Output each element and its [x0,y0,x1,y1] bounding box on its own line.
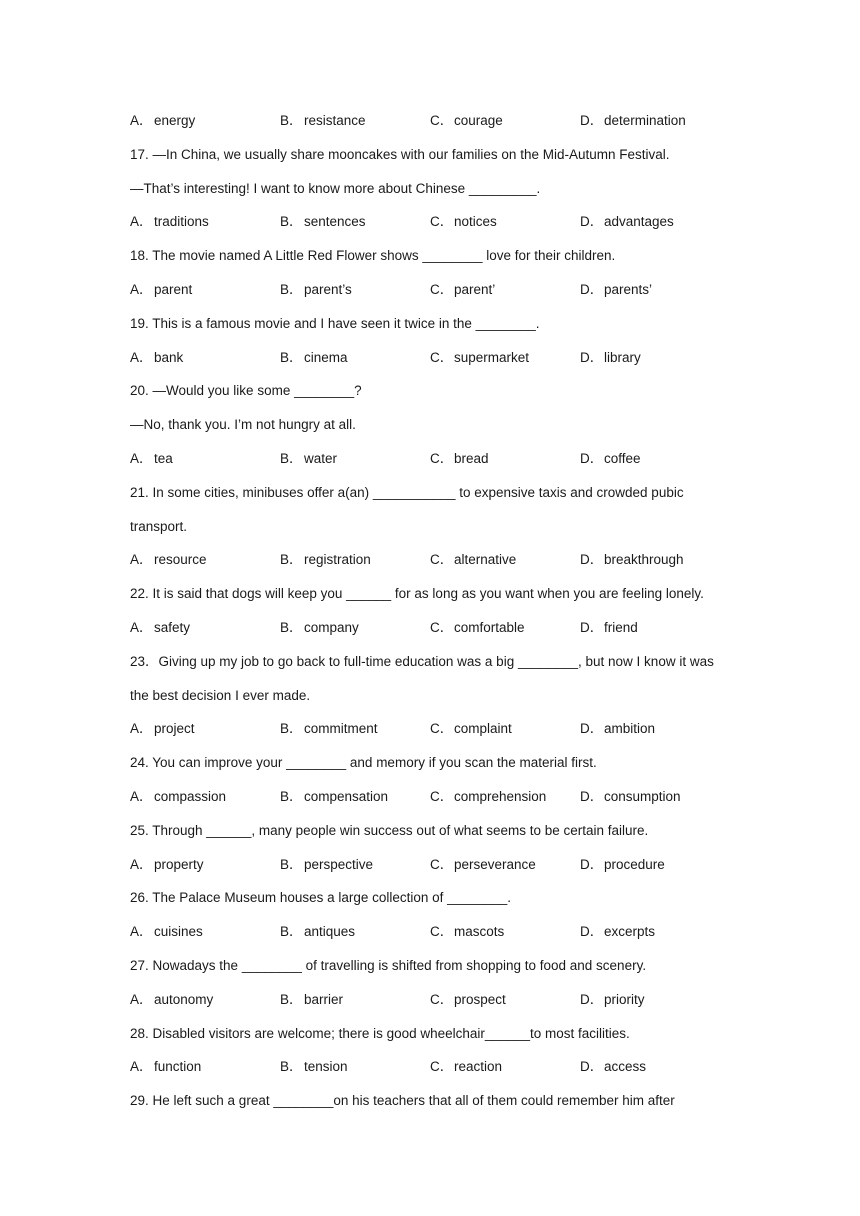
question-text-line: the best decision I ever made. [130,687,311,703]
question-text-line: 21. In some cities, minibuses offer a(an) ___________ to expensive taxis and crowded pubic [130,484,684,500]
answer-option [430,780,546,814]
answer-option [130,104,195,138]
answer-option [430,611,525,645]
option-text: reaction [454,1059,503,1075]
answer-option [130,611,190,645]
answer-option [430,848,536,882]
option-text: parent [154,281,193,297]
question-text-line: 28. Disabled visitors are welcome; there is good wheelchair______to most facilities. [130,1025,630,1041]
question-text-line: —No, thank you. I’m not hungry at all. [130,417,356,433]
option-text: company [304,619,359,635]
option-text: complaint [454,721,512,737]
option-letter: D． [580,991,604,1007]
question-text-line: transport. [130,518,188,534]
answer-option [280,712,378,746]
option-text: notices [454,214,497,230]
option-text: water [304,450,338,466]
option-text: determination [604,113,686,128]
answer-option [430,712,512,746]
option-letter: C． [430,856,454,872]
option-text: prospect [454,991,506,1007]
option-letter: D． [580,788,604,804]
option-text: mascots [454,924,505,940]
option-text: project [154,721,195,737]
option-text: bread [454,450,489,466]
option-letter: A． [130,281,153,297]
answer-option [130,442,173,476]
option-letter: B． [280,619,303,635]
answer-option [280,983,343,1017]
option-letter: D． [580,721,604,737]
answer-option [580,442,641,476]
option-letter: B． [280,450,303,466]
answer-option [130,341,183,375]
option-letter: C． [430,924,454,940]
answer-option [280,273,352,307]
question-text-line: 20. —Would you like some ________? [130,383,362,399]
option-letter: A． [130,991,153,1007]
answer-option [580,1050,646,1084]
option-letter: D． [580,214,604,230]
option-text: perspective [304,856,374,872]
answer-option [280,442,337,476]
option-text: ambition [604,721,656,737]
answer-option [430,341,529,375]
option-text: advantages [604,214,674,230]
answer-option [430,205,497,239]
answer-options-row [130,273,750,307]
answer-option [130,848,204,882]
option-text: traditions [154,214,209,230]
answer-option [580,780,681,814]
answer-option [280,205,366,239]
option-letter: B． [280,349,303,365]
answer-options-row [130,1050,750,1084]
option-text: compensation [304,788,389,804]
question-text-line: 22. It is said that dogs will keep you ______ for as long as you want when you are feeling lonely. [130,586,704,602]
option-letter: A． [130,619,153,635]
option-text: function [154,1059,202,1075]
option-letter: B． [280,788,303,804]
answer-option [280,543,371,577]
option-letter: D． [580,281,604,297]
option-letter: C． [430,619,454,635]
option-text: energy [154,113,196,128]
answer-option [130,712,195,746]
answer-option [580,712,655,746]
option-letter: B． [280,721,303,737]
option-letter: A． [130,214,153,230]
option-letter: A． [130,788,153,804]
option-text: comprehension [454,788,547,804]
option-text: resource [154,552,207,568]
answer-option [280,780,388,814]
option-text: breakthrough [604,552,684,568]
answer-option [580,848,665,882]
answer-option [280,915,355,949]
option-text: consumption [604,788,681,804]
option-text: autonomy [154,991,214,1007]
answer-options-row [130,341,750,375]
option-text: commitment [304,721,378,737]
option-letter: B． [280,113,303,128]
answer-option [280,1050,348,1084]
option-text: alternative [454,552,517,568]
option-letter: A． [130,113,153,128]
option-letter: C． [430,214,454,230]
question-text-line: 27. Nowadays the ________ of travelling is shifted from shopping to food and scenery. [130,957,647,973]
answer-option [580,915,655,949]
answer-option [280,104,366,138]
option-letter: B． [280,214,303,230]
option-text: excerpts [604,924,656,940]
question-text-line: 26. The Palace Museum houses a large collection of ________. [130,890,511,906]
option-letter: D． [580,856,604,872]
option-text: procedure [604,856,665,872]
answer-option [580,983,645,1017]
answer-options-row [130,442,750,476]
answer-option [430,273,495,307]
option-text: parent’ [454,281,496,297]
option-letter: A． [130,721,153,737]
option-letter: C． [430,991,454,1007]
option-text: access [604,1059,647,1075]
option-text: library [604,349,641,365]
answer-option [580,104,686,138]
option-text: supermarket [454,349,530,365]
option-text: sentences [304,214,366,230]
answer-option [430,983,506,1017]
option-text: cuisines [154,924,203,940]
answer-option [130,273,192,307]
option-text: perseverance [454,856,536,872]
option-letter: B． [280,924,303,940]
answer-option [130,1050,201,1084]
option-letter: B． [280,281,303,297]
option-letter: A． [130,1059,153,1075]
answer-option [580,611,638,645]
option-letter: D． [580,349,604,365]
answer-options-row [130,543,750,577]
option-letter: C． [430,552,454,568]
answer-options-row [130,712,750,746]
option-text: resistance [304,113,366,128]
answer-option [280,341,348,375]
option-letter: A． [130,856,153,872]
question-text-line: 29. He left such a great ________on his teachers that all of them could remember him after [130,1093,675,1109]
option-text: compassion [154,788,227,804]
option-letter: C． [430,281,454,297]
option-text: safety [154,619,191,635]
answer-option [130,780,226,814]
option-text: registration [304,552,371,568]
answer-option [130,915,203,949]
question-text-line: 25. Through ______, many people win success out of what seems to be certain failure. [130,822,649,838]
answer-option [430,543,516,577]
answer-options-row [130,848,750,882]
option-letter: D． [580,619,604,635]
question-text-line: 19. This is a famous movie and I have seen it twice in the ________. [130,315,540,331]
option-letter: B． [280,856,303,872]
option-letter: D． [580,450,604,466]
option-text: bank [154,349,184,365]
answer-option [430,915,504,949]
answer-option [580,543,684,577]
answer-option [580,341,641,375]
answer-option [430,1050,502,1084]
option-text: coffee [604,450,641,466]
option-letter: A． [130,924,153,940]
option-letter: A． [130,450,153,466]
answer-option [280,848,373,882]
option-letter: B． [280,1059,303,1075]
answer-option [130,543,207,577]
question-text-line: 23．Giving up my job to go back to full-time education was a big ________, but now I know it was [130,653,714,669]
option-letter: D． [580,924,604,940]
option-letter: C． [430,113,454,128]
answer-options-row [130,205,750,239]
answer-option [130,205,209,239]
option-letter: D． [580,113,604,128]
answer-option [580,205,674,239]
option-letter: C． [430,450,454,466]
option-text: parent’s [304,281,352,297]
option-letter: B． [280,552,303,568]
option-letter: B． [280,991,303,1007]
question-text-line: —That’s interesting! I want to know more about Chinese _________. [130,180,541,196]
option-text: antiques [304,924,356,940]
option-text: barrier [304,991,344,1007]
option-text: tension [304,1059,348,1075]
option-letter: A． [130,349,153,365]
option-text: courage [454,113,503,128]
question-text-line: 18. The movie named A Little Red Flower shows ________ love for their children. [130,248,616,264]
question-text-line: 17. —In China, we usually share mooncakes with our families on the Mid-Autumn Festival. [130,146,670,162]
answer-option [430,442,489,476]
option-letter: A． [130,552,153,568]
answer-option [580,273,652,307]
answer-options-row [130,611,750,645]
answer-options-row [130,780,750,814]
option-text: friend [604,619,638,635]
option-letter: D． [580,552,604,568]
question-list [130,104,750,1118]
question-text-line: 24. You can improve your ________ and memory if you scan the material first. [130,755,597,771]
option-text: comfortable [454,619,525,635]
option-letter: C． [430,788,454,804]
answer-option [280,611,359,645]
option-text: priority [604,991,645,1007]
answer-options-row [130,983,750,1017]
option-text: property [154,856,204,872]
option-text: parents’ [604,281,653,297]
answer-option [130,983,213,1017]
option-letter: D． [580,1059,604,1075]
answer-options-row [130,104,750,138]
option-letter: C． [430,1059,454,1075]
answer-option [430,104,503,138]
option-text: tea [154,450,173,466]
option-text: cinema [304,349,348,365]
option-letter: C． [430,721,454,737]
option-letter: C． [430,349,454,365]
answer-options-row [130,915,750,949]
